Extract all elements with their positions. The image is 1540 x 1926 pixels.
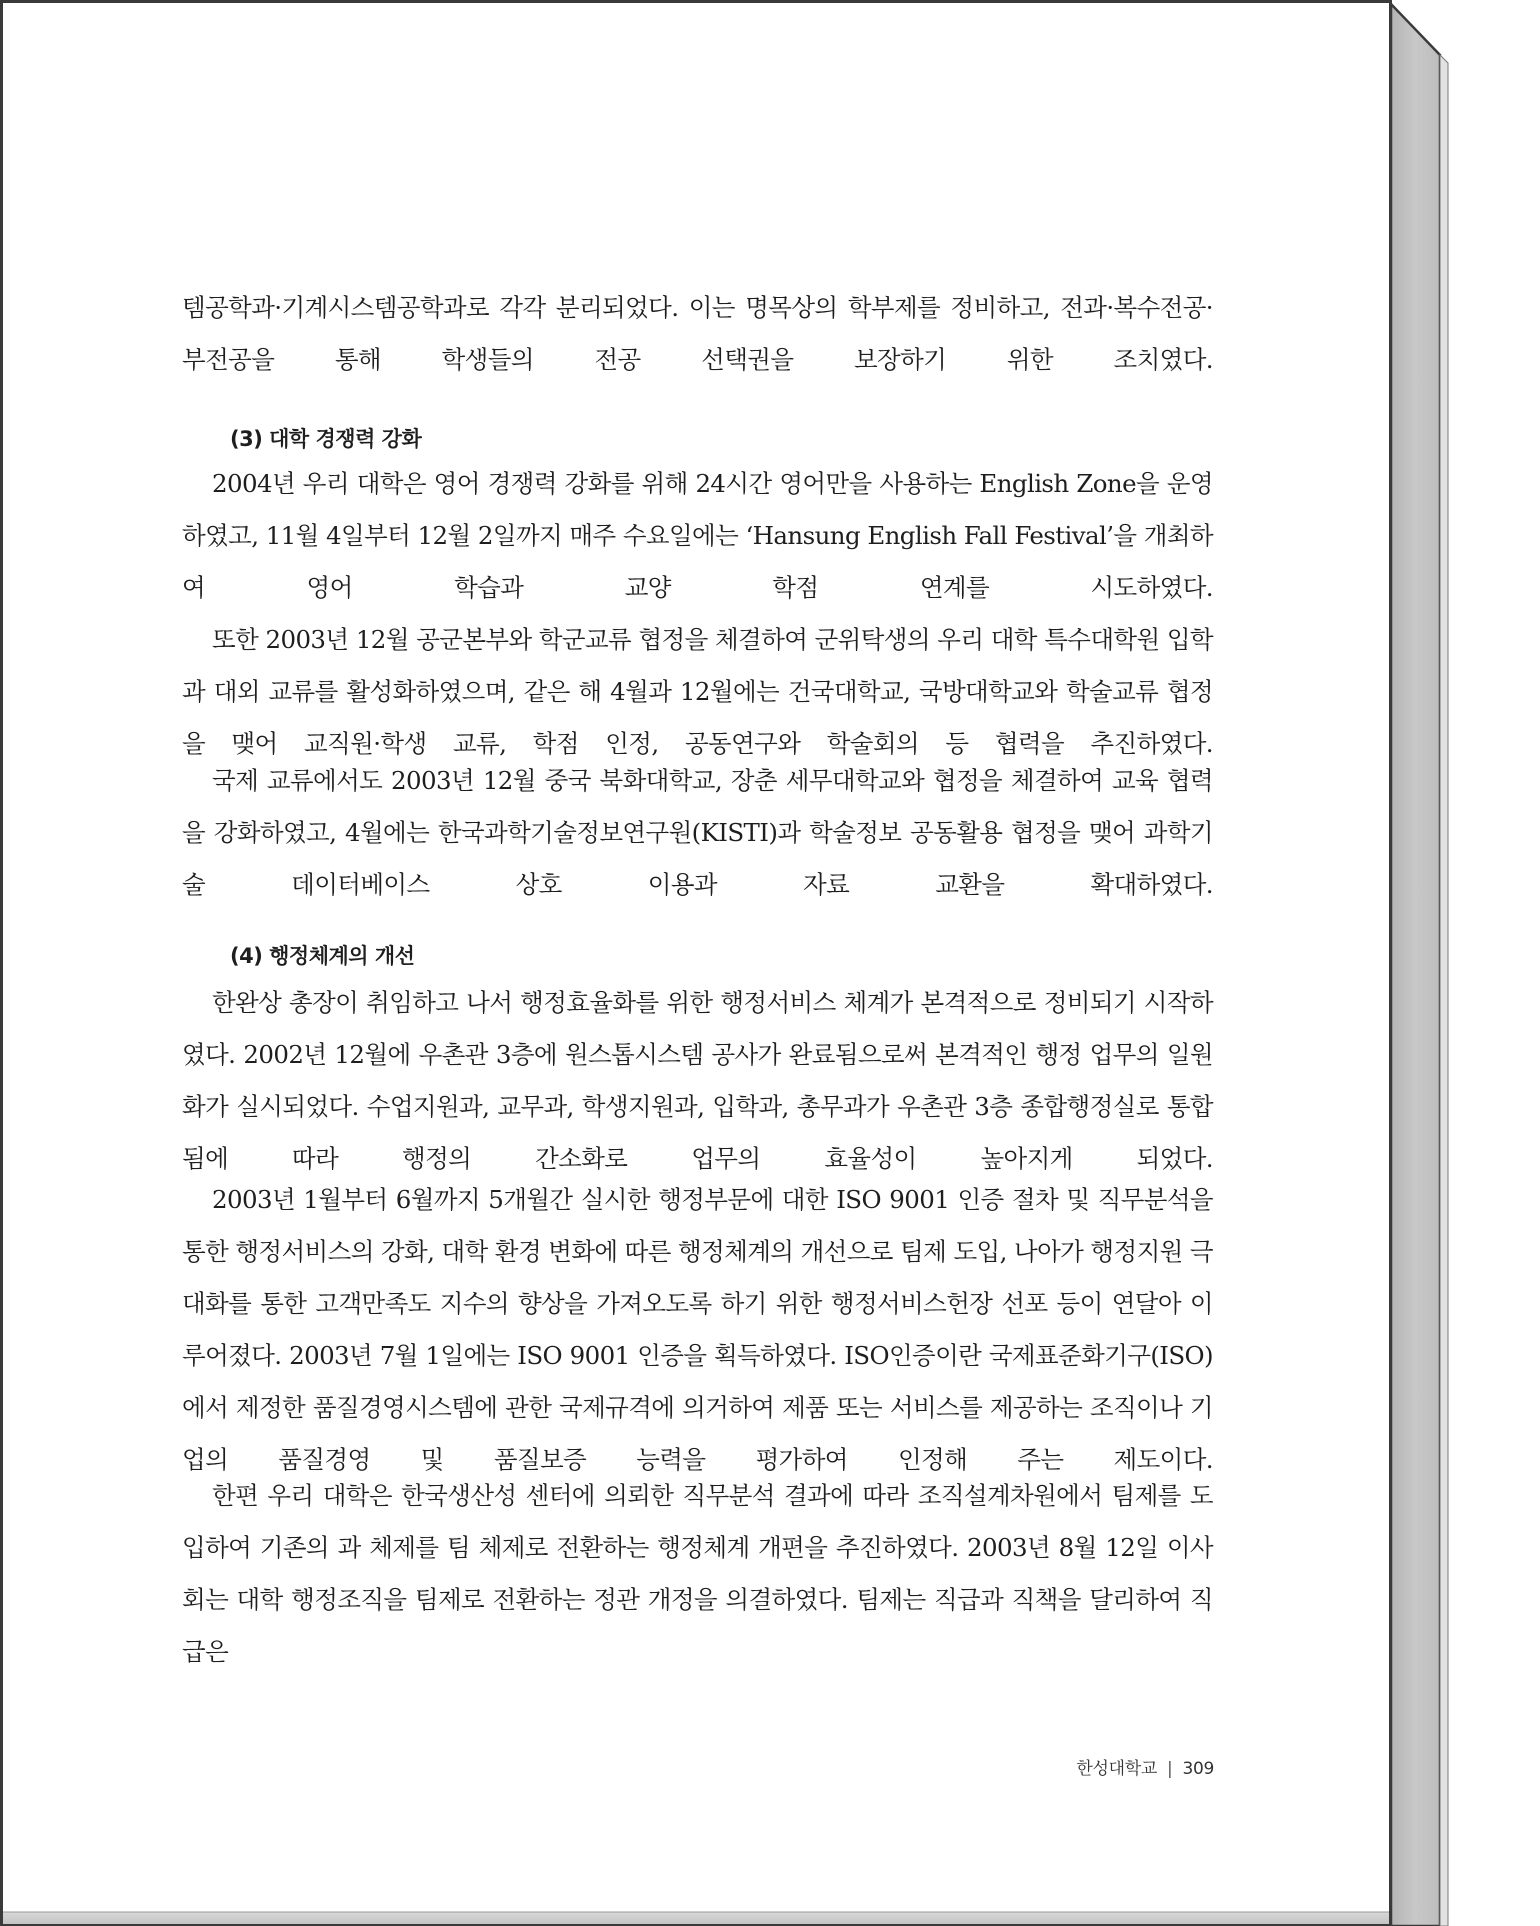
footer-institution: 한성대학교 [1076,1759,1157,1779]
paragraph-english-zone: 2004년 우리 대학은 영어 경쟁력 강화를 위해 24시간 영어만을 사용하는 English Zone을 운영하였고, 11월 4일부터 12월 2일까지 매주 수요일에는 ‘Hansung English Fall Festival’을 개최하여 영어 학습과 교양 학점 연계를 시도하였다. [182,469,1213,602]
page-footer [1076,1754,1214,1779]
paragraph-iso-certification: 2003년 1월부터 6월까지 5개월간 실시한 행정부문에 대한 ISO 9001 인증 절차 및 직무분석을 통한 행정서비스의 강화, 대학 환경 변화에 따른 행정체계의 개선으로 팀제 도입, 나아가 행정지원 극대화를 통한 고객만족도 지수의 향상을 가져오도록 하기 위한 행정서비스헌장 선포 등이 연달아 이루어졌다. 2003년 7월 1일에는 ISO 9001 인증을 획득하였다. ISO인증이란 국제표준화기구(ISO)에서 제정한 품질경영시스템에 관한 국제규격에 의거하여 제품 또는 서비스를 제공하는 조직이나 기업의 품질경영 및 품질보증 능력을 평가하여 인정해 주는 제도이다. [182,1185,1213,1474]
footer-separator: | [1167,1759,1173,1779]
section-heading-4: (4) 행정체계의 개선 [230,944,415,968]
paragraph-team-system: 한편 우리 대학은 한국생산성 센터에 의뢰한 직무분석 결과에 따라 조직설계차원에서 팀제를 도입하여 기존의 과 체제를 팀 체제로 전환하는 행정체계 개편을 추진하였다. 2003년 8월 12일 이사회는 대학 행정조직을 팀제로 전환하는 정관 개정을 의결하였다. 팀제는 직급과 직책을 달리하여 직급은 [182,1481,1213,1666]
section-heading-3: (3) 대학 경쟁력 강화 [230,427,422,451]
paragraph-international-exchange: 국제 교류에서도 2003년 12월 중국 북화대학교, 장춘 세무대학교와 협정을 체결하여 교육 협력을 강화하였고, 4월에는 한국과학기술정보연구원(KISTI)과 학술정보 공동활용 협정을 맺어 과학기술 데이터베이스 상호 이용과 자료 교환을 확대하였다. [182,766,1213,899]
paragraph-academic-exchange: 또한 2003년 12월 공군본부와 학군교류 협정을 체결하여 군위탁생의 우리 대학 특수대학원 입학과 대외 교류를 활성화하였으며, 같은 해 4월과 12월에는 건국대학교, 국방대학교와 학술교류 협정을 맺어 교직원·학생 교류, 학점 인정, 공동연구와 학술회의 등 협력을 추진하였다. [182,625,1213,758]
paragraph-one-stop-system: 한완상 총장이 취임하고 나서 행정효율화를 위한 행정서비스 체계가 본격적으로 정비되기 시작하였다. 2002년 12월에 우촌관 3층에 원스톱시스템 공사가 완료됨으로써 본격적인 행정 업무의 일원화가 실시되었다. 수업지원과, 교무과, 학생지원과, 입학과, 총무과가 우촌관 3층 종합행정실로 통합됨에 따라 행정의 간소화로 업무의 효율성이 높아지게 되었다. [182,988,1213,1173]
paragraph-continued: 템공학과·기계시스템공학과로 각각 분리되었다. 이는 명목상의 학부제를 정비하고, 전과·복수전공·부전공을 통해 학생들의 전공 선택권을 보장하기 위한 조치였다. [182,293,1213,374]
page-number: 309 [1182,1759,1214,1779]
